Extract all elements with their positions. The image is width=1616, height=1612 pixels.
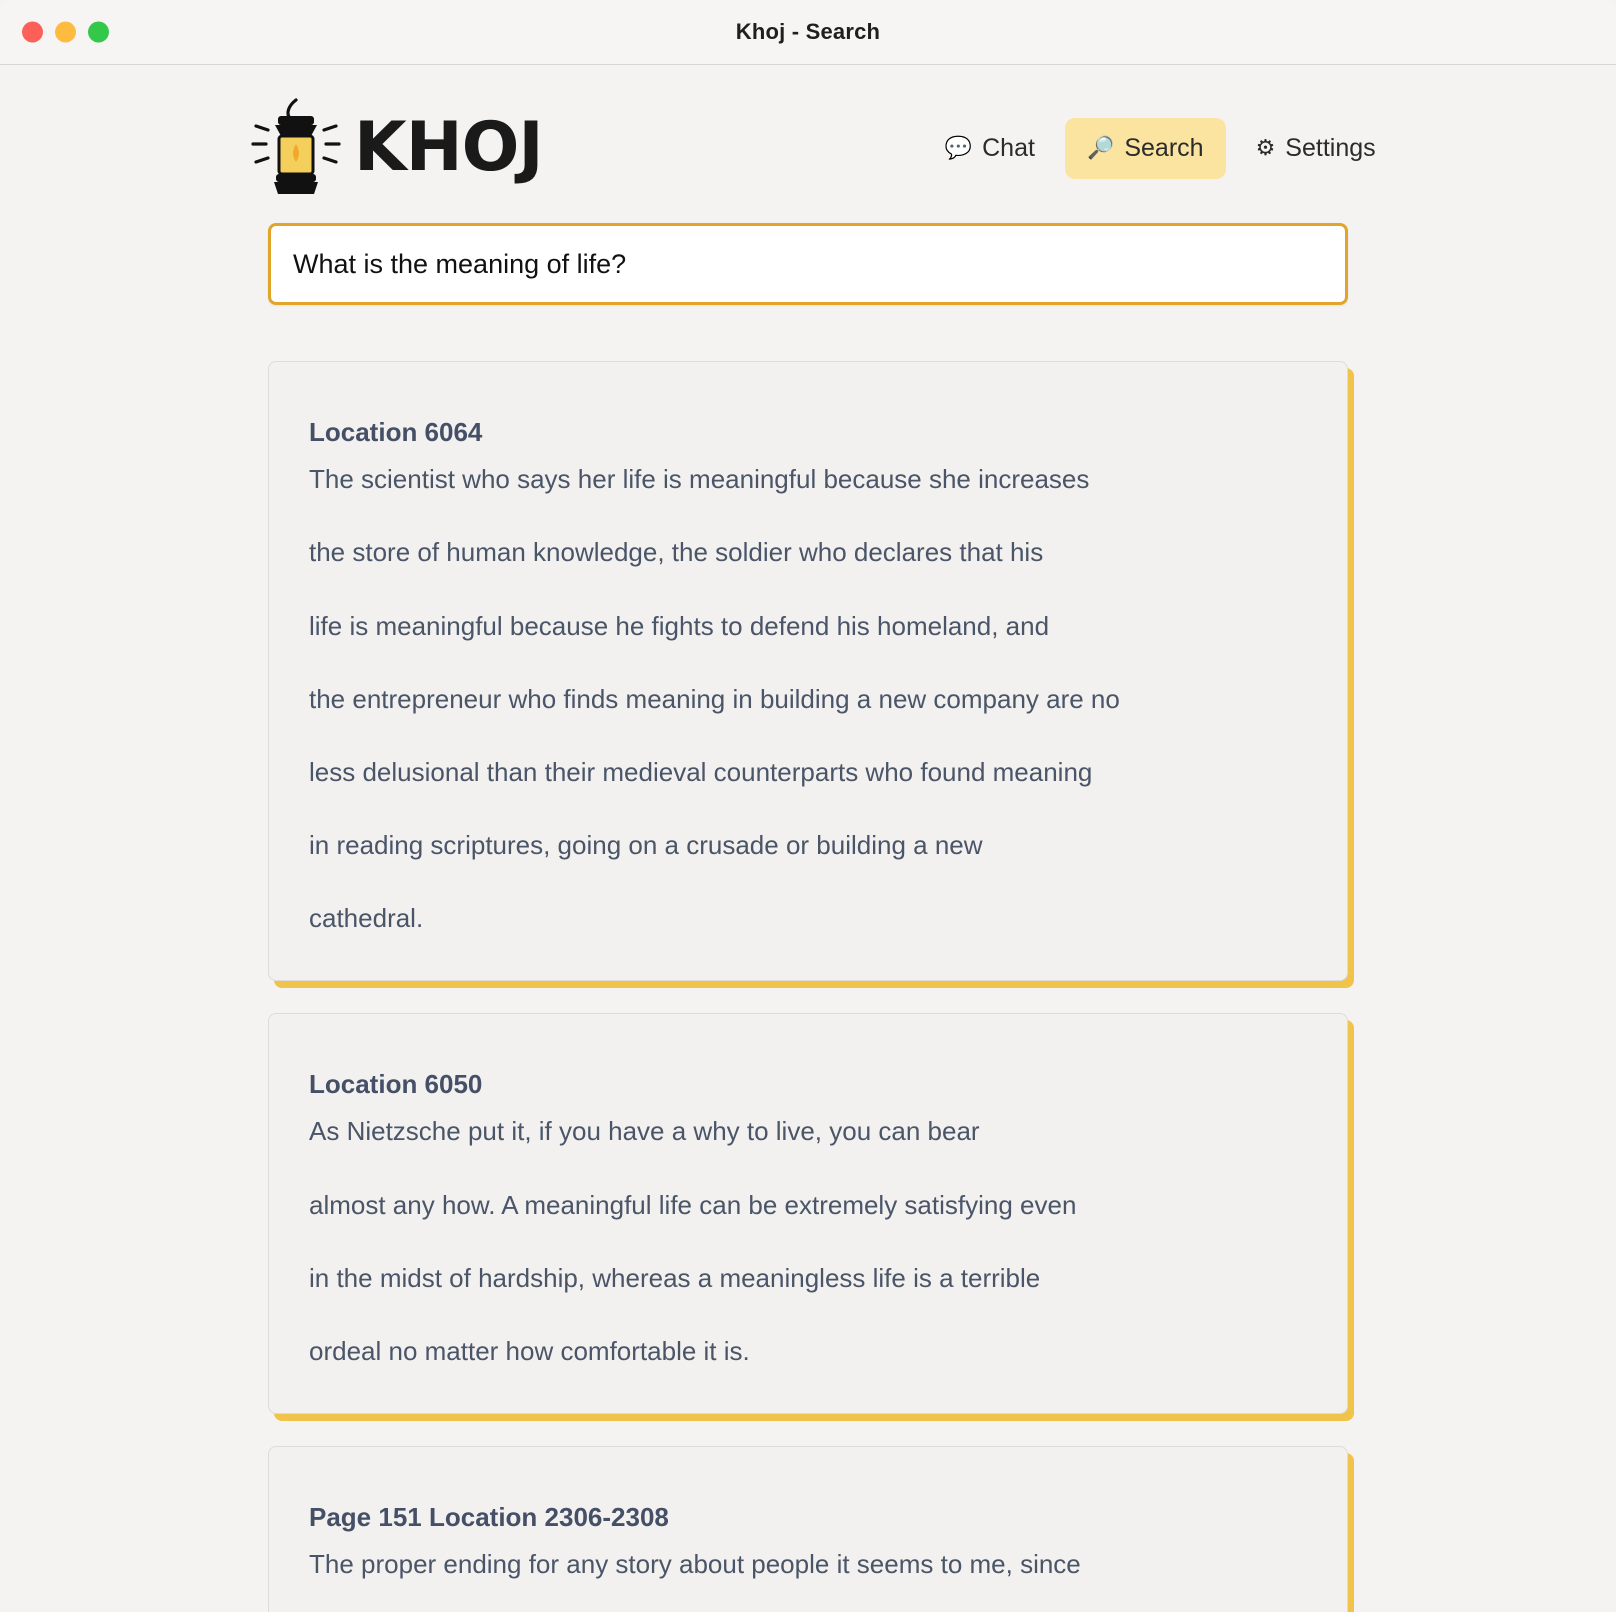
result-line: in reading scriptures, going on a crusade or building a new [309,829,983,860]
nav-item-settings-label: Settings [1285,133,1376,162]
result-card[interactable] [268,1013,1348,1414]
gear-icon: ⚙ [1255,135,1276,160]
brand-logo [248,96,543,200]
result-line: The proper ending for any story about people it seems to me, since [309,1549,1081,1580]
result-line: The scientist who says her life is meaningful because she increases [309,464,1090,495]
result-title: Page 151 Location 2306-2308 [309,1501,669,1532]
result-card[interactable] [268,361,1348,981]
result-line: less delusional than their medieval counterparts who found meaning [309,756,1093,787]
main-nav [923,118,1398,179]
search-row [0,195,1616,305]
close-window-button[interactable] [22,22,43,43]
result-line: the store of human knowledge, the soldier who declares that his [309,537,1044,568]
result-card[interactable] [268,1446,1348,1612]
result-line: in the midst of hardship, whereas a meaningless life is a terrible [309,1262,1041,1293]
minimize-window-button[interactable] [55,22,76,43]
result-line: As Nietzsche put it, if you have a why to live, you can bear [309,1116,980,1147]
result-title: Location 6064 [309,417,483,447]
app-header [0,65,1616,195]
lantern-icon [248,96,344,200]
chat-bubble-icon: 💬 [944,135,973,160]
nav-item-search[interactable] [1065,118,1226,179]
window-controls[interactable] [22,22,109,43]
window-title: Khoj - Search [735,19,881,44]
title-bar [0,0,1616,65]
search-input[interactable] [268,223,1348,305]
maximize-window-button[interactable] [88,22,109,43]
result-line: cathedral. [309,902,424,933]
search-results [0,305,1616,1612]
magnifier-icon: 🔎 [1086,135,1115,160]
result-line: the entrepreneur who finds meaning in building a new company are no [309,683,1120,714]
brand-name: KHOJ [354,108,543,187]
nav-item-chat[interactable] [923,118,1057,179]
result-line: almost any how. A meaningful life can be extremely satisfying even [309,1189,1077,1220]
nav-item-search-label: Search [1124,133,1204,162]
result-line: ordeal no matter how comfortable it is. [309,1335,750,1366]
result-line: life is meaningful because he fights to defend his homeland, and [309,610,1050,641]
result-title: Location 6050 [309,1069,483,1100]
nav-item-chat-label: Chat [982,133,1035,162]
app-content [0,65,1616,1612]
nav-item-settings[interactable] [1234,118,1398,179]
